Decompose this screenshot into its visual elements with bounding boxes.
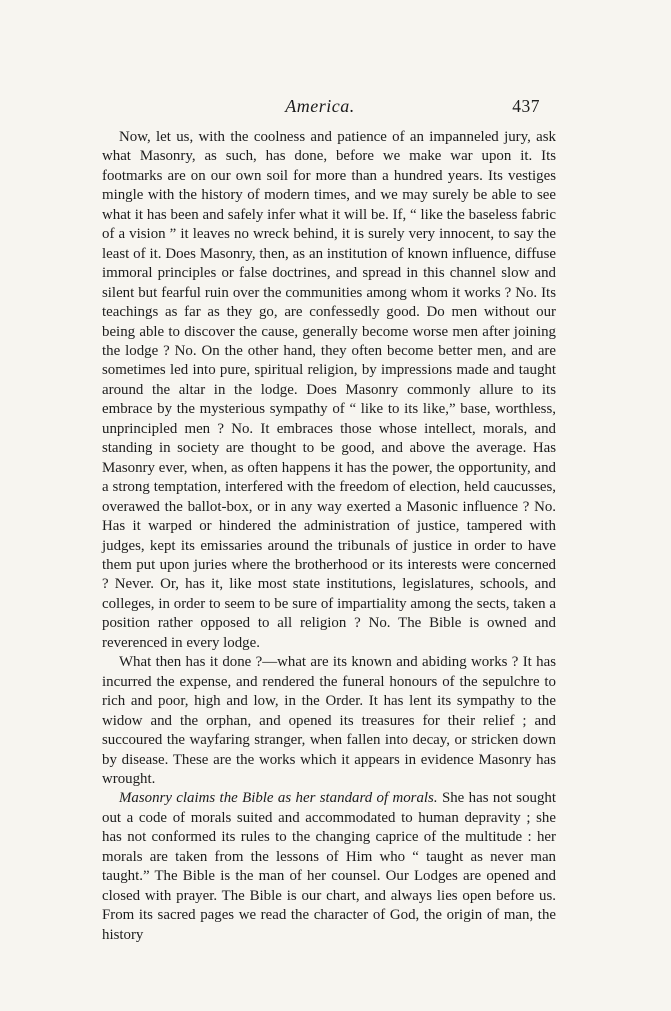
- paragraph-masonry-works: What then has it done ?—what are its known and abiding works ? It has incurred the expense, and rendered the funeral honours of the sepulchre to rich and poor, high and low, in the Order. It has lent its sympathy to the widow and the orphan, and opened its treasures for their relief ; and succoured the wayfaring stranger, when fallen into decay, or stricken down by disease. These are the works which it appears in evidence Masonry has wrought.: [102, 654, 556, 787]
- paragraph-lead-italic: Masonry claims the Bible as her standard of morals.: [119, 790, 438, 807]
- body-text: [102, 128, 556, 945]
- running-title: America.: [285, 96, 355, 116]
- page-number: 437: [512, 96, 540, 116]
- paragraph-masonry-inquiry: Now, let us, with the coolness and patience of an impanneled jury, ask what Masonry, as such, has done, before we make war upon it. Its footmarks are on our own soil for more than a hundred years. Its vestiges mingle with the history of modern times, and we may surely be able to see what it has been and safely infer what it will be. If, “ like the baseless fabric of a vision ” it leaves no wreck behind, it is surely very innocent, to say the least of it. Does Masonry, then, as an institution of known influence, diffuse immoral principles or false doctrines, and spread in this channel slow and silent but fearful ruin over the communities among whom it works ? No. Its teachings as far as they go, are confessedly good. Do men without our being able to discover the cause, generally become worse men after joining the lodge ? No. On the other hand, they often become better men, and are sometimes led into pure, spiritual religion, by impressions made and taught around the altar in the lodge. Does Masonry commonly allure to its embrace by the mysterious sympathy of “ like to its like,” base, worthless, unprincipled men ? No. It embraces those whose intellect, morals, and standing in society are thought to be good, and above the average. Has Masonry ever, when, as often happens it has the power, the opportunity, and a strong temptation, interfered with the freedom of election, held caucusses, overawed the ballot-box, or in any way exerted a Masonic influence ? No. Has it warped or hindered the administration of justice, tampered with judges, kept its emissaries around the tribunals of justice in order to have them put upon juries where the brotherhood or its interests were concerned ? Never. Or, has it, like most state institutions, legislatures, schools, and colleges, in order to seem to be sure of impartiality among the sects, taken a position rather opposed to all religion ? No. The Bible is owned and reverenced in every lodge.: [102, 129, 556, 651]
- paragraph-bible-standard: [102, 789, 556, 945]
- paragraph-continuation: She has not sought out a code of morals suited and accommodated to human depravity ; she has not conformed its rules to the changing caprice of the multitude : her morals are taken from the lessons of Him who “ taught as never man taught.” The Bible is the man of her counsel. Our Lodges are opened and closed with prayer. The Bible is our chart, and always lies open before us. From its sacred pages we read the character of God, the origin of man, the history: [102, 790, 556, 943]
- running-head: [100, 96, 540, 118]
